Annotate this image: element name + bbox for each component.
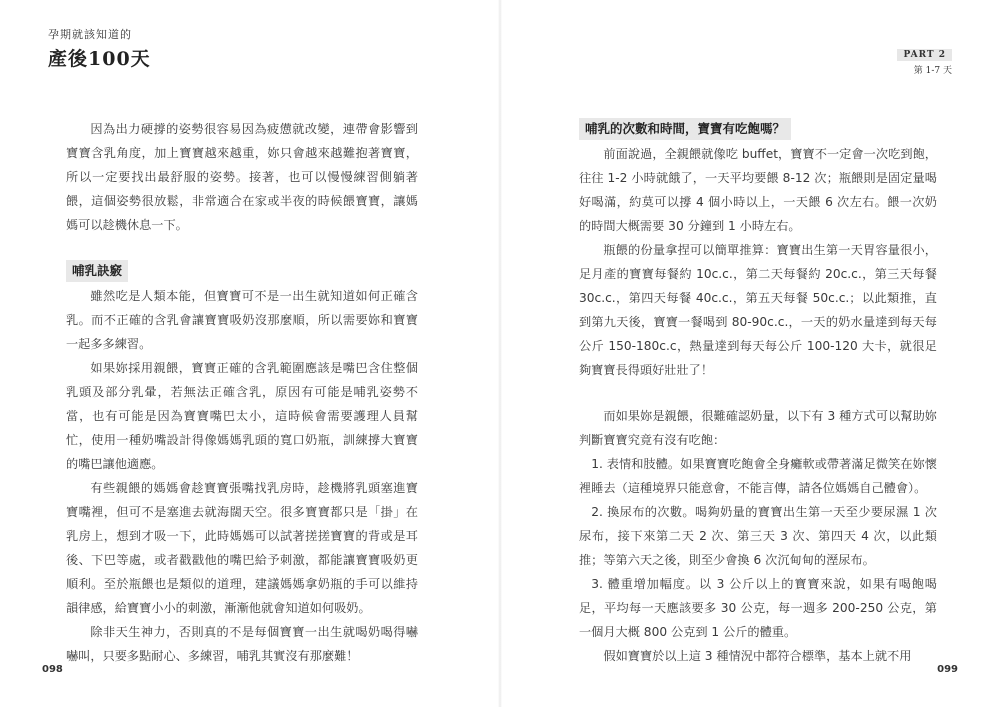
body-paragraph: 如果妳採用親餵，寶寶正確的含乳範圍應該是嘴巴含住整個乳頭及部分乳暈，若無法正確含乳，原因有可能是哺乳姿勢不當，也有可能是因為寶寶嘴巴太小，這時候會需要護理人員幫忙，使用一種奶嘴設計得像媽媽乳頭的寬口奶瓶，訓練撐大寶寶的嘴巴讓他適應。 <box>66 361 418 471</box>
part-label: PART 2 <box>897 49 952 61</box>
check-intro-paragraph: 而如果妳是親餵，很難確認奶量，以下有 3 種方式可以幫助妳判斷寶寶究竟有沒有吃飽： <box>579 409 937 447</box>
book-title-logo <box>48 26 168 71</box>
section-heading-nursing-tips: 哺乳訣竅 <box>66 260 128 282</box>
part-subtitle: 第 1-7 天 <box>913 66 952 76</box>
body-paragraph: 有些親餵的媽媽會趁寶寶張嘴找乳房時，趁機將乳頭塞進寶寶嘴裡，但可不是塞進去就海闊天空。很多寶寶都只是「掛」在乳房上，想到才吸一下，此時媽媽可以試著搓搓寶寶的背或是耳後、下巴等處，或者戳戳他的嘴巴給予刺激，都能讓寶寶吸奶更順利。至於瓶餵也是類似的道理，建議媽媽拿奶瓶的手可以維持韻律感，給寶寶小小的刺激，漸漸他就會知道如何吸奶。 <box>66 481 418 615</box>
book-title-line1: 孕期就該知道的 <box>48 28 132 41</box>
body-paragraph: 前面說過，全親餵就像吃 buffet，寶寶不一定會一次吃到飽，往往 1-2 小時就餓了，一天平均要餵 8-12 次；瓶餵則是固定量喝好喝滿，約莫可以撐 4 個小時以上，一天餵 6 次左右。餵一次奶的時間大概需要 30 分鐘到 1 小時左右。 <box>579 147 937 233</box>
body-paragraph: 除非天生神力，否則真的不是每個寶寶一出生就喝奶喝得嚇嚇叫，只要多點耐心、多練習，哺乳其實沒有那麼難！ <box>66 625 418 663</box>
right-page-content <box>579 117 937 668</box>
body-paragraph: 雖然吃是人類本能，但寶寶可不是一出生就知道如何正確含乳。而不正確的含乳會讓寶寶吸奶沒那麼順，所以需要妳和寶寶一起多多練習。 <box>66 289 418 351</box>
body-paragraph: 瓶餵的份量拿捏可以簡單推算：寶寶出生第一天胃容量很小，足月產的寶寶每餐約 10c.c.，第二天每餐約 20c.c.，第三天每餐 30c.c.，第四天每餐 40c.c.，第五天每餐 50c.c.；以此類推，直到第九天後，寶寶一餐喝到 80-90c.c.，一天的奶水量達到每天每公斤 150-180c.c，熱量達到每天每公斤 100-120 大卡，就很足夠寶寶長得頭好壯壯了！ <box>579 243 937 377</box>
page-number-right: 099 <box>937 664 958 675</box>
list-item: 2. 換尿布的次數。喝夠奶量的寶寶出生第一天至少要尿濕 1 次尿布，接下來第二天 2 次、第三天 3 次、第四天 4 次，以此類推；等第六天之後，則至少會換 6 次沉甸甸的溼尿布。 <box>579 505 937 567</box>
intro-paragraph: 因為出力硬撐的姿勢很容易因為疲憊就改變，連帶會影響到寶寶含乳角度，加上寶寶越來越重，妳只會越來越難抱著寶寶，所以一定要找出最舒服的姿勢。接著，也可以慢慢練習側躺著餵，這個姿勢很放鬆，非常適合在家或半夜的時候餵寶寶，讓媽媽可以趁機休息一下。 <box>66 122 418 232</box>
page-number-left: 098 <box>42 664 63 675</box>
closing-paragraph: 假如寶寶於以上這 3 種情況中都符合標準，基本上就不用 <box>603 649 912 663</box>
section-heading-feeding-frequency: 哺乳的次數和時間，寶寶有吃飽嗎？ <box>579 118 791 140</box>
list-item: 1. 表情和肢體。如果寶寶吃飽會全身癱軟或帶著滿足微笑在妳懷裡睡去（這種境界只能意會，不能言傳，請各位媽媽自己體會）。 <box>579 457 937 495</box>
list-item: 3. 體重增加幅度。以 3 公斤以上的寶寶來說，如果有喝飽喝足，平均每一天應該要多 30 公克，每一週多 200-250 公克，第一個月大概 800 公克到 1 公斤的體重。 <box>579 577 937 639</box>
left-page-content <box>66 117 418 668</box>
book-title-line2: 產後100天 <box>48 48 151 70</box>
part-header <box>897 42 952 76</box>
right-page <box>500 0 1000 707</box>
